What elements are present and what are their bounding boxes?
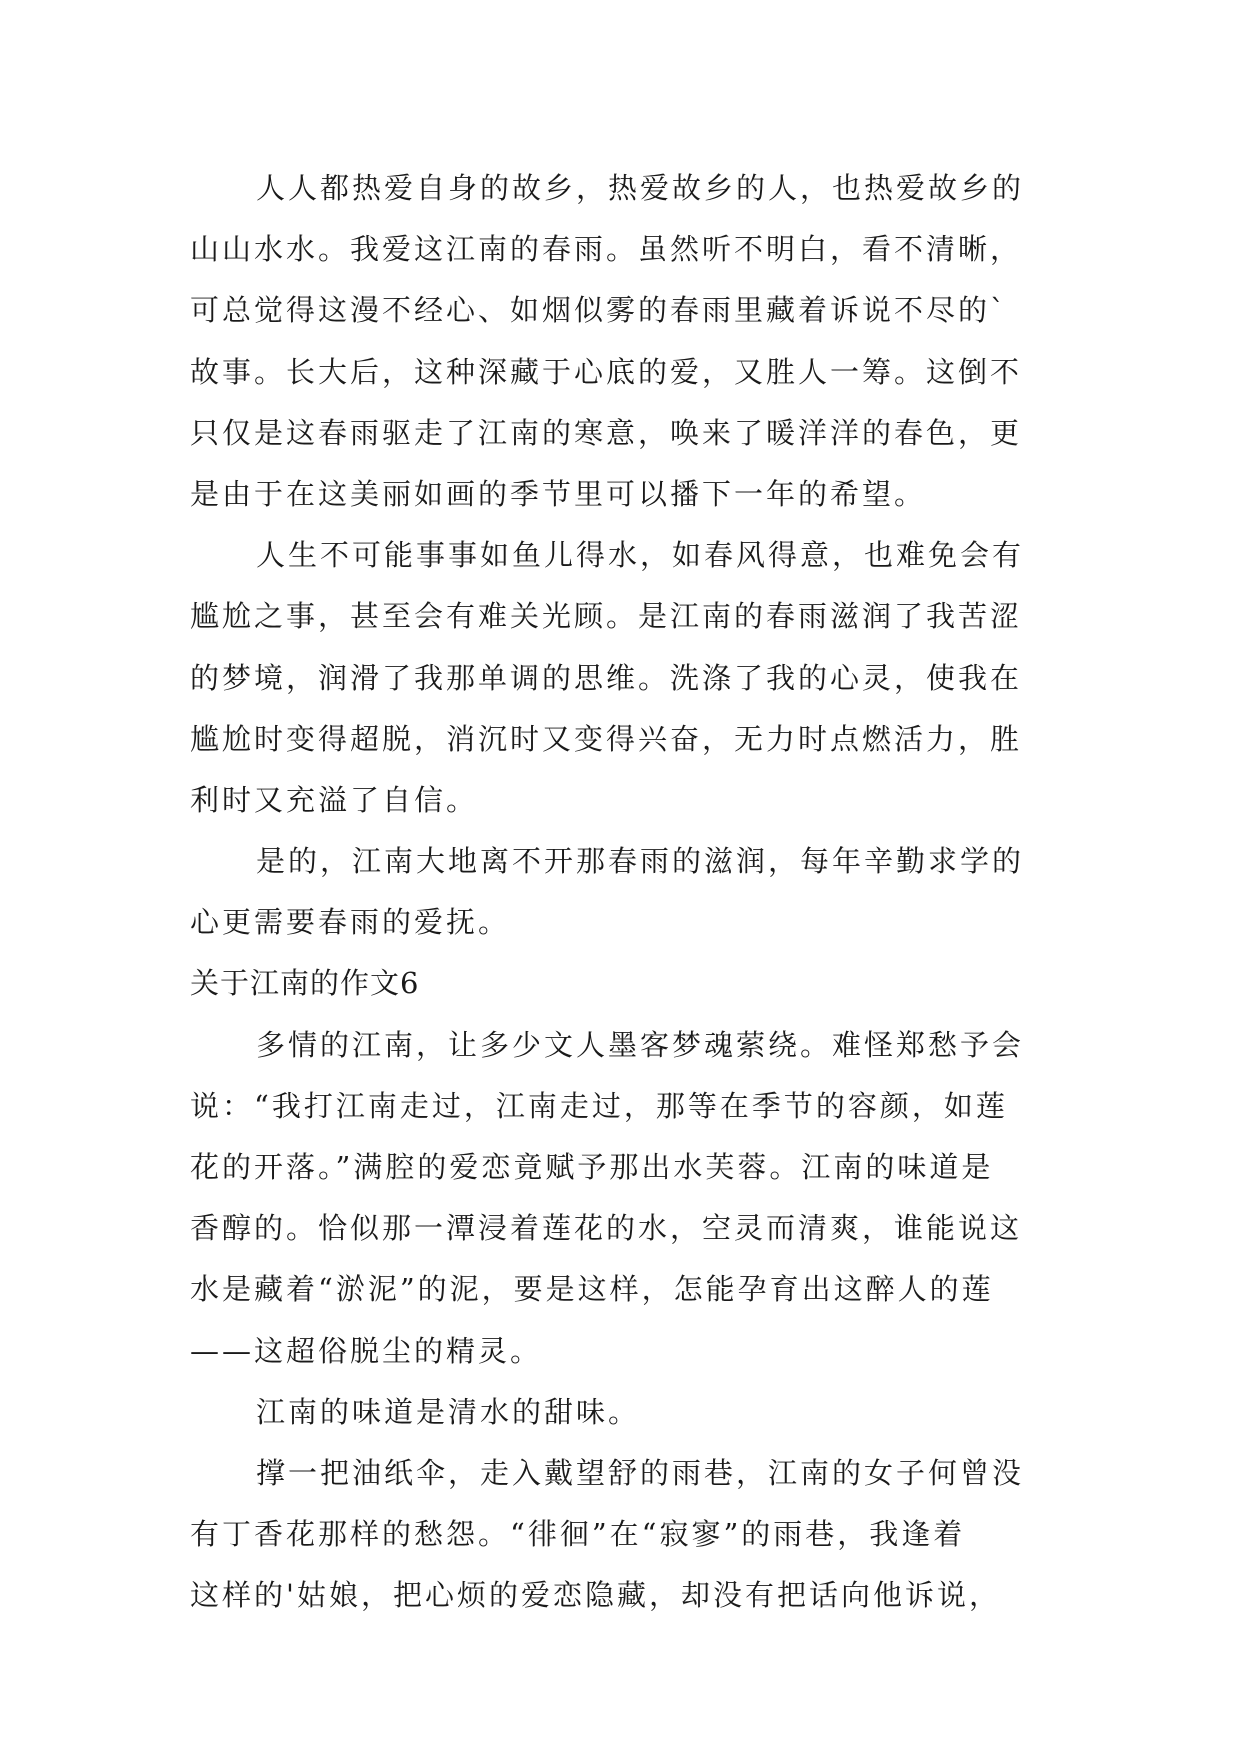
paragraph-spring-rain	[190, 831, 1070, 953]
section-title: 关于江南的作文6	[190, 966, 420, 1001]
text-line: 只仅是这春雨驱走了江南的寒意，唤来了暖洋洋的春色，更	[190, 415, 1023, 450]
text-line: ——这超俗脱尘的精灵。	[190, 1333, 543, 1368]
text-line: 可总觉得这漫不经心、如烟似雾的春雨里藏着诉说不尽的`	[190, 293, 1008, 328]
paragraph-water-taste	[190, 1382, 1070, 1443]
text-line: 花的开落。”满腔的爱恋竟赋予那出水芙蓉。江南的味道是	[190, 1150, 994, 1184]
document-body	[190, 158, 1070, 1627]
text-line: 说：“我打江南走过，江南走过，那等在季节的容颜，如莲	[190, 1088, 1008, 1123]
text-line: 这样的'姑娘，把心烦的爱恋隐藏，却没有把话向他诉说，	[190, 1578, 1001, 1613]
paragraph-life	[190, 525, 1070, 831]
text-line: 故事。长大后，这种深藏于心底的爱，又胜人一筹。这倒不	[190, 354, 1023, 389]
section-heading	[190, 953, 1070, 1014]
text-line: 江南的味道是清水的甜味。	[256, 1394, 641, 1429]
text-line: 尴尬时变得超脱，消沉时又变得兴奋，无力时点燃活力，胜	[190, 721, 1023, 756]
text-line: 人人都热爱自身的故乡，热爱故乡的人，也热爱故乡的	[256, 171, 1025, 205]
text-line: 利时又充溢了自信。	[190, 782, 479, 817]
text-line: 心更需要春雨的爱抚。	[190, 905, 511, 940]
text-line: 水是藏着“淤泥”的泥，要是这样，怎能孕育出这醉人的莲	[190, 1272, 994, 1307]
text-line: 的梦境，润滑了我那单调的思维。洗涤了我的心灵，使我在	[190, 660, 1023, 695]
text-line: 是由于在这美丽如画的季节里可以播下一年的希望。	[190, 476, 927, 511]
paragraph-rain-alley	[190, 1443, 1070, 1627]
text-line: 有丁香花那样的愁怨。“徘徊”在“寂寥”的雨巷，我逢着	[190, 1517, 966, 1552]
text-line: 撑一把油纸伞，走入戴望舒的雨巷，江南的女子何曾没	[256, 1455, 1025, 1490]
text-line: 香醇的。恰似那一潭浸着莲花的水，空灵而清爽，谁能说这	[190, 1211, 1023, 1246]
text-line: 人生不可能事事如鱼儿得水，如春风得意，也难免会有	[256, 538, 1025, 573]
text-line: 尴尬之事，甚至会有难关光顾。是江南的春雨滋润了我苦涩	[190, 599, 1023, 634]
text-line: 山山水水。我爱这江南的春雨。虽然听不明白，看不清晰，	[190, 232, 1023, 267]
text-line: 是的，江南大地离不开那春雨的滋润，每年辛勤求学的	[256, 844, 1025, 879]
paragraph-hometown	[190, 158, 1070, 525]
paragraph-jiangnan-lotus	[190, 1015, 1070, 1382]
text-line: 多情的江南，让多少文人墨客梦魂萦绕。难怪郑愁予会	[256, 1027, 1025, 1062]
